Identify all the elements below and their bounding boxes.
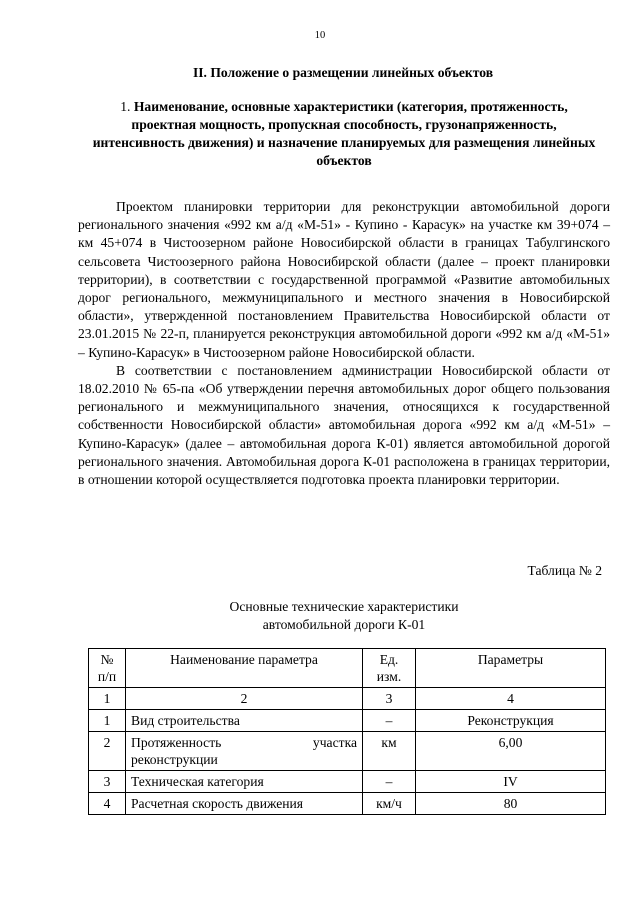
row-parameter-part: Протяженность [131,735,222,750]
row-number: 3 [89,771,126,793]
sub-heading [90,98,598,170]
row-number: 2 [89,732,126,771]
table-row [89,771,606,793]
table-row [89,732,606,771]
paragraph-2: В соответствии с постановлением администрации Новосибирской области от 18.02.2010 № 65-па «Об утверждении перечня автомобильных дорог общего пользования регионального и межмуниципального значения, относящихся к государственной собственности Новосибирской области» автомобильная дорога «992 км а/д «М-51» – Купино-Карасук» (далее – автомобильная дорога К-01) является автомобильной дорогой регионального значения. Автомобильная дорога К-01 расположена в границах территории, в отношении которой осуществляется подготовка проекта планировки территории. [78,362,610,488]
row-unit: – [363,710,416,732]
sub-heading-number: 1. [120,99,131,114]
header-value: Параметры [416,649,606,688]
index-cell: 2 [126,688,363,710]
sub-heading-text: Наименование, основные характеристики (категория, протяженность, проектная мощность, пропускная способность, грузонапряженность, интенсивность движения) и назначение планируемых для размещения линейных объектов [92,99,596,168]
row-value: Реконструкция [416,710,606,732]
table-row [89,710,606,732]
header-parameter: Наименование параметра [126,649,363,688]
header-number: № п/п [89,649,126,688]
body-text [78,198,610,489]
row-parameter-part: реконструкции [131,752,218,767]
table-caption [78,598,610,634]
row-unit: км [363,732,416,771]
index-cell: 1 [89,688,126,710]
row-parameter: Техническая категория [126,771,363,793]
page-number: 10 [314,30,326,41]
row-parameter-part: участка [312,735,357,750]
table-number: Таблица № 2 [527,563,602,578]
table-caption-line-2: автомобильной дороги К-01 [262,617,426,632]
table-header-row [89,649,606,688]
row-value: 80 [416,793,606,815]
row-number: 1 [89,710,126,732]
paragraph-1: Проектом планировки территории для реконструкции автомобильной дороги регионального значения «992 км а/д «М-51» - Купино - Карасук» на участке км 39+074 – км 45+074 в Чистоозерном районе Новосибирской области в границах Табулгинского сельсовета Чистоозерного района Новосибирской области (далее – проект планировки территории), в соответствии с государственной программой «Развитие автомобильных дорог регионального, межмуниципального и местного значения в Новосибирской области», утвержденной постановлением Правительства Новосибирской области от 23.01.2015 № 22-п, планируется реконструкция автомобильной дороги «992 км а/д «М-51» – Купино-Карасук» в Чистоозерном районе Новосибирской области. [78,199,610,360]
row-parameter: Вид строительства [126,710,363,732]
row-value: IV [416,771,606,793]
row-parameter: Расчетная скорость движения [126,793,363,815]
table-index-row [89,688,606,710]
row-unit: – [363,771,416,793]
specs-table [88,648,606,815]
row-parameter [126,732,363,771]
table-caption-line-1: Основные технические характеристики [229,599,459,614]
header-unit: Ед. изм. [363,649,416,688]
index-cell: 3 [363,688,416,710]
index-cell: 4 [416,688,606,710]
section-heading: II. Положение о размещении линейных объектов [192,65,494,80]
row-number: 4 [89,793,126,815]
table-row [89,793,606,815]
row-unit: км/ч [363,793,416,815]
row-value: 6,00 [416,732,606,771]
